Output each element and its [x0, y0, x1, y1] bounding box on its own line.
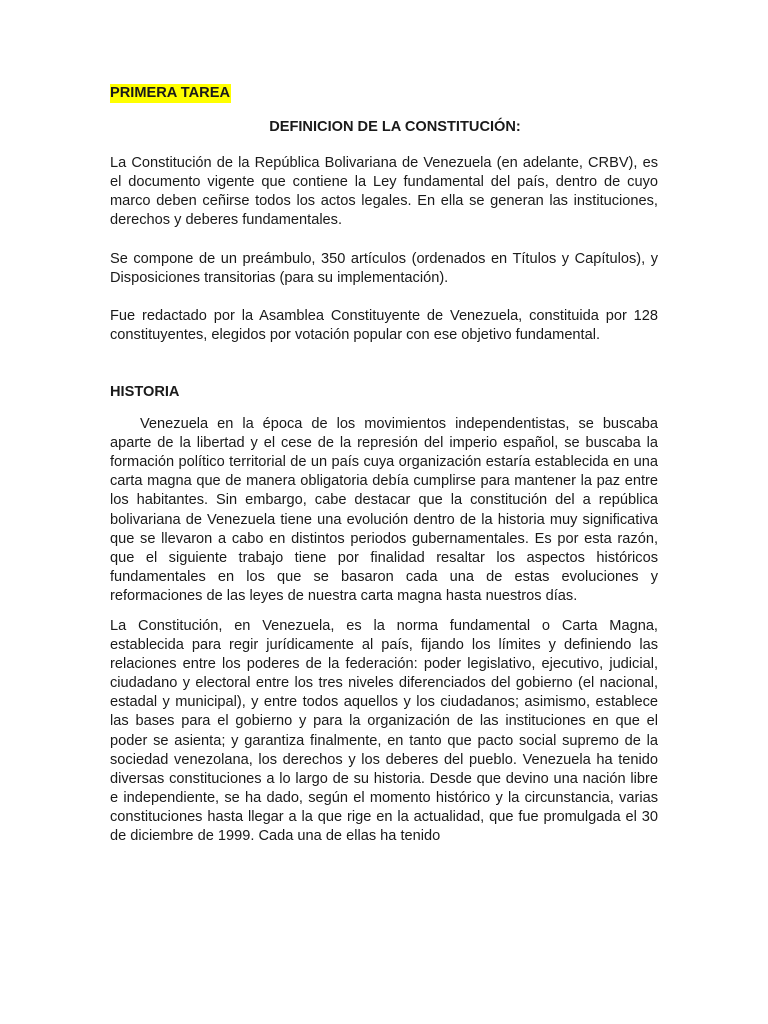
history-paragraph: La Constitución, en Venezuela, es la norma fundamental o Carta Magna, establecida para regir jurídicamente al país, fijando los límites y definiendo las relaciones entre los poderes de la federación: poder legislativo, ejecutivo, judicial, ciudadano y electoral entre los tres niveles diferenciados del gobierno (el nacional, estadal y municipal), y entre todos aquellos y los ciudadanos; asimismo, establece las bases para el gobierno y para la organización de las instituciones en que el poder se asienta; y garantiza finalmente, en tanto que pacto social supremo de la sociedad venezolana, los derechos y los deberes del pueblo. Venezuela ha tenido diversas constituciones a lo largo de su historia. Desde que devino una nación libre e independiente, se ha dado, según el momento histórico y la circunstancia, varias constituciones hasta llegar a la que rige en la actualidad, que fue promulgada el 30 de diciembre de 1999. Cada una de ellas ha tenido [110, 617, 658, 844]
task-heading-wrap [110, 84, 658, 103]
intro-paragraph: Fue redactado por la Asamblea Constituyente de Venezuela, constituida por 128 constituyentes, elegidos por votación popular con ese objetivo fundamental. [110, 307, 658, 343]
task-heading: PRIMERA TAREA [110, 85, 230, 101]
intro-paragraph: Se compone de un preámbulo, 350 artículos (ordenados en Títulos y Capítulos), y Disposiciones transitorias (para su implementación). [110, 250, 658, 286]
history-paragraph: Venezuela en la época de los movimientos independentistas, se buscaba aparte de la libertad y el cese de la represión del imperio español, se buscaba la formación político territorial de un país cuya organización estaría establecida en una carta magna que de manera obligatoria debía cumplirse para mantener la paz entre los habitantes. Sin embargo, cabe destacar que la constitución del a república bolivariana de Venezuela tiene una evolución dentro de la historia muy significativa que se llevaron a cabo en distintos periodos gubernamentales. Es por esta razón, que el siguiente trabajo tiene por finalidad resaltar los aspectos históricos fundamentales en los que se basaron cada una de estas evoluciones y reformaciones de las leyes de nuestra carta magna hasta nuestros días. [110, 416, 658, 604]
intro-paragraph: La Constitución de la República Bolivariana de Venezuela (en adelante, CRBV), es el documento vigente que contiene la Ley fundamental del país, dentro de cuyo marco deben ceñirse todos los actos legales. En ella se generan las instituciones, derechos y deberes fundamentales. [110, 155, 658, 229]
history-heading: HISTORIA [110, 383, 180, 400]
section-title: DEFINICION DE LA CONSTITUCIÓN: [269, 119, 521, 136]
document-body [110, 84, 658, 846]
